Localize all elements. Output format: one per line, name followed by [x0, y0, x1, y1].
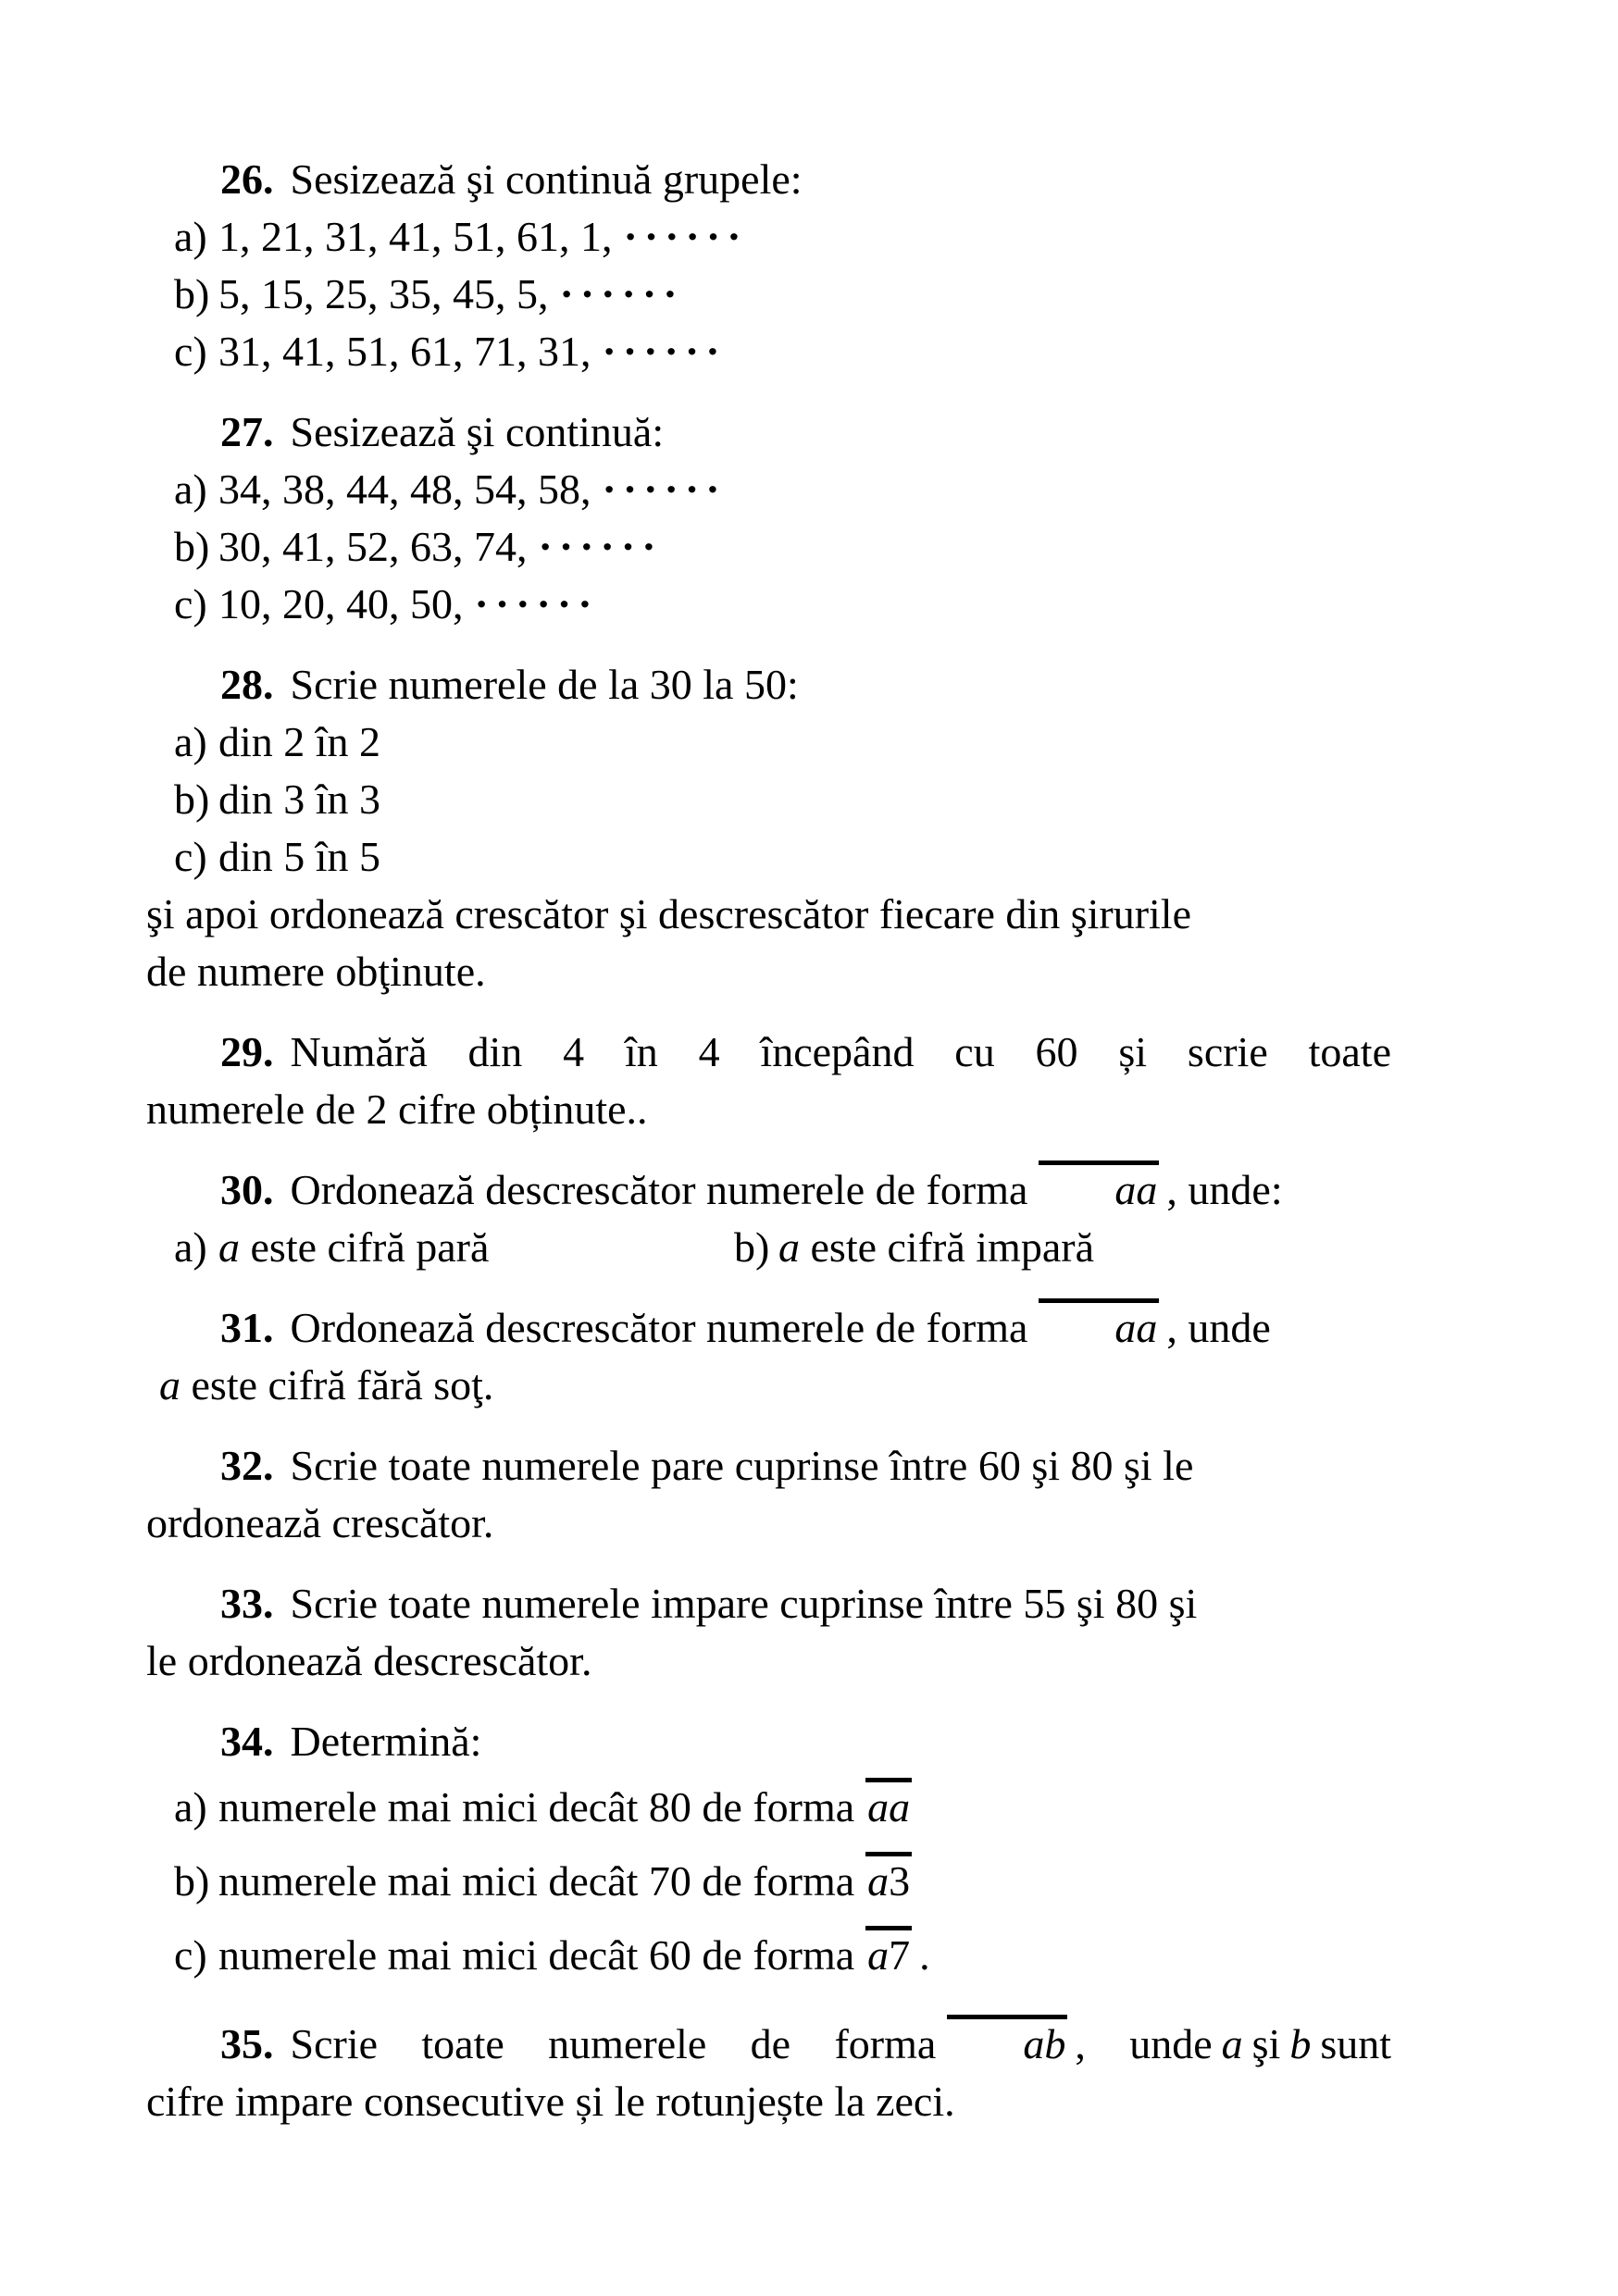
item-text: numerele mai mici decât 80 de forma [218, 1783, 855, 1831]
exercise-35-text-line2: cifre impare consecutive și le rotunjește la zeci. [146, 2078, 955, 2125]
exercise-27-item-c [146, 576, 1391, 633]
exercise-28-continuation-2: de numere obţinute. [146, 948, 486, 995]
variable-a: a [218, 1223, 240, 1271]
exercise-33-heading [146, 1575, 1391, 1632]
exercise-32-number: 32. [220, 1442, 274, 1489]
form-letters: ab [1023, 2020, 1066, 2067]
item-text: este cifră impară [810, 1223, 1094, 1271]
exercise-31-number: 31. [220, 1304, 274, 1351]
exercise-27-item-b [146, 518, 1391, 576]
overline-form-aa [1040, 1166, 1157, 1215]
ellipsis-dots: ······ [602, 465, 727, 513]
exercise-30-text-post: , unde: [1166, 1166, 1283, 1213]
overline-form-aa [1040, 1304, 1157, 1353]
exercise-35-text: Scrie toate numerele de forma [290, 2020, 937, 2067]
exercise-28-title: Scrie numerele de la 30 la 50: [290, 661, 799, 708]
overline-form-ab [949, 2020, 1065, 2069]
item-label: b) [174, 776, 210, 823]
overline-form-a7 [867, 1931, 910, 1980]
form-letters: aa [1114, 1166, 1158, 1213]
item-label: c) [174, 1931, 207, 1979]
exercise-33-number: 33. [220, 1580, 274, 1627]
exercise-34-title: Determină: [290, 1718, 482, 1765]
variable-a: a [159, 1361, 180, 1409]
exercise-31-line2 [146, 1357, 1391, 1414]
item-label: b) [174, 1857, 210, 1905]
exercise-33-text-line1: Scrie toate numerele impare cuprinse între 55 şi 80 şi [290, 1580, 1198, 1627]
item-sequence: 1, 21, 31, 41, 51, 61, 1, [218, 213, 613, 260]
exercise-34-item-b [146, 1844, 1391, 1918]
item-sequence: 5, 15, 25, 35, 45, 5, [218, 270, 549, 317]
exercise-33-text-line2: le ordonează descrescător. [146, 1637, 592, 1684]
exercise-28-item-b [146, 771, 1391, 828]
exercise-28-item-c [146, 828, 1391, 886]
exercise-29-text-line2: numerele de 2 cifre obținute.. [146, 1086, 648, 1133]
ellipsis-dots: ······ [474, 580, 599, 627]
exercise-31-text: Ordonează descrescător numerele de forma [290, 1304, 1028, 1351]
item-label: b) [734, 1223, 770, 1271]
form-digit: 3 [889, 1857, 911, 1905]
exercise-26-item-a [146, 208, 1391, 266]
exercise-35-mid1: , unde [1075, 2020, 1213, 2067]
item-sequence: 34, 38, 44, 48, 54, 58, [218, 465, 591, 513]
exercise-35-mid2: şi [1251, 2020, 1281, 2067]
item-text: din 5 în 5 [218, 833, 381, 880]
exercise-29-heading [146, 1024, 1391, 1081]
exercises-list [146, 128, 1391, 2130]
item-label: c) [174, 328, 207, 375]
exercise-28-heading [146, 656, 1391, 714]
item-label: a) [174, 465, 207, 513]
exercise-30-item-b [734, 1223, 1094, 1271]
exercise-31-heading [146, 1299, 1391, 1357]
form-letters: aa [1114, 1304, 1158, 1351]
exercise-26-item-c [146, 323, 1391, 380]
exercise-35-heading [146, 2016, 1391, 2073]
item-text: numerele mai mici decât 70 de forma [218, 1857, 855, 1905]
exercise-27-heading [146, 403, 1391, 461]
item-label: a) [174, 213, 207, 260]
exercise-27-number: 27. [220, 408, 274, 455]
exercise-27-item-a [146, 461, 1391, 518]
form-digit: 7 [889, 1931, 911, 1979]
exercise-32-heading [146, 1437, 1391, 1495]
exercise-28-item-a [146, 714, 1391, 771]
exercise-35-post: sunt [1320, 2020, 1392, 2067]
variable-b: b [1289, 2020, 1312, 2067]
item-label: a) [174, 1783, 207, 1831]
exercise-28-number: 28. [220, 661, 274, 708]
ellipsis-dots: ······ [602, 328, 727, 375]
variable-a: a [1221, 2020, 1243, 2067]
exercise-26-title: Sesizează şi continuă grupele: [290, 155, 803, 203]
item-sequence: 10, 20, 40, 50, [218, 580, 464, 627]
item-text: este cifră pară [250, 1223, 490, 1271]
item-label: c) [174, 833, 207, 880]
exercise-30-text: Ordonează descrescător numerele de forma [290, 1166, 1028, 1213]
item-text: numerele mai mici decât 60 de forma [218, 1931, 855, 1979]
item-label: b) [174, 523, 210, 570]
overline-form-a3 [867, 1857, 910, 1906]
exercise-26-number: 26. [220, 155, 274, 203]
ellipsis-dots: ······ [623, 213, 748, 260]
form-letters: a [867, 1931, 890, 1979]
exercise-34-heading [146, 1713, 1391, 1770]
exercise-34-number: 34. [220, 1718, 274, 1765]
item-sequence: 30, 41, 52, 63, 74, [218, 523, 528, 570]
exercise-34-item-c [146, 1918, 1391, 1992]
exercise-26-item-b [146, 266, 1391, 323]
item-label: a) [174, 1223, 207, 1271]
item-text: din 3 în 3 [218, 776, 381, 823]
item-label: c) [174, 580, 207, 627]
exercise-26-heading [146, 151, 1391, 208]
exercise-35-number: 35. [220, 2020, 274, 2067]
form-letters: a [867, 1857, 890, 1905]
exercise-31-text-post: , unde [1166, 1304, 1271, 1351]
exercise-32-text-line2: ordonează crescător. [146, 1499, 494, 1546]
exercise-28-continuation-1: şi apoi ordonează crescător şi descrescător fiecare din şirurile [146, 890, 1191, 937]
ellipsis-dots: ······ [538, 523, 663, 570]
exercise-32-text-line1: Scrie toate numerele pare cuprinse între 60 şi 80 şi le [290, 1442, 1194, 1489]
exercise-34-item-a [146, 1770, 1391, 1844]
exercise-30-heading [146, 1161, 1391, 1219]
overline-form-aa [867, 1783, 910, 1832]
exercise-29-text-line1: Numără din 4 în 4 începând cu 60 și scrie toate [290, 1028, 1391, 1075]
item-post: . [919, 1931, 930, 1979]
exercise-30-items-row [146, 1219, 1391, 1276]
item-sequence: 31, 41, 51, 61, 71, 31, [218, 328, 591, 375]
ellipsis-dots: ······ [559, 270, 684, 317]
form-letters: aa [867, 1783, 911, 1831]
item-label: b) [174, 270, 210, 317]
exercise-30-item-a [174, 1219, 734, 1276]
exercise-27-title: Sesizează şi continuă: [290, 408, 665, 455]
variable-a: a [778, 1223, 800, 1271]
item-label: a) [174, 718, 207, 765]
item-text: din 2 în 2 [218, 718, 381, 765]
exercise-29-number: 29. [220, 1028, 274, 1075]
exercise-31-line2-text: este cifră fără soţ. [191, 1361, 494, 1409]
exercise-30-number: 30. [220, 1166, 274, 1213]
